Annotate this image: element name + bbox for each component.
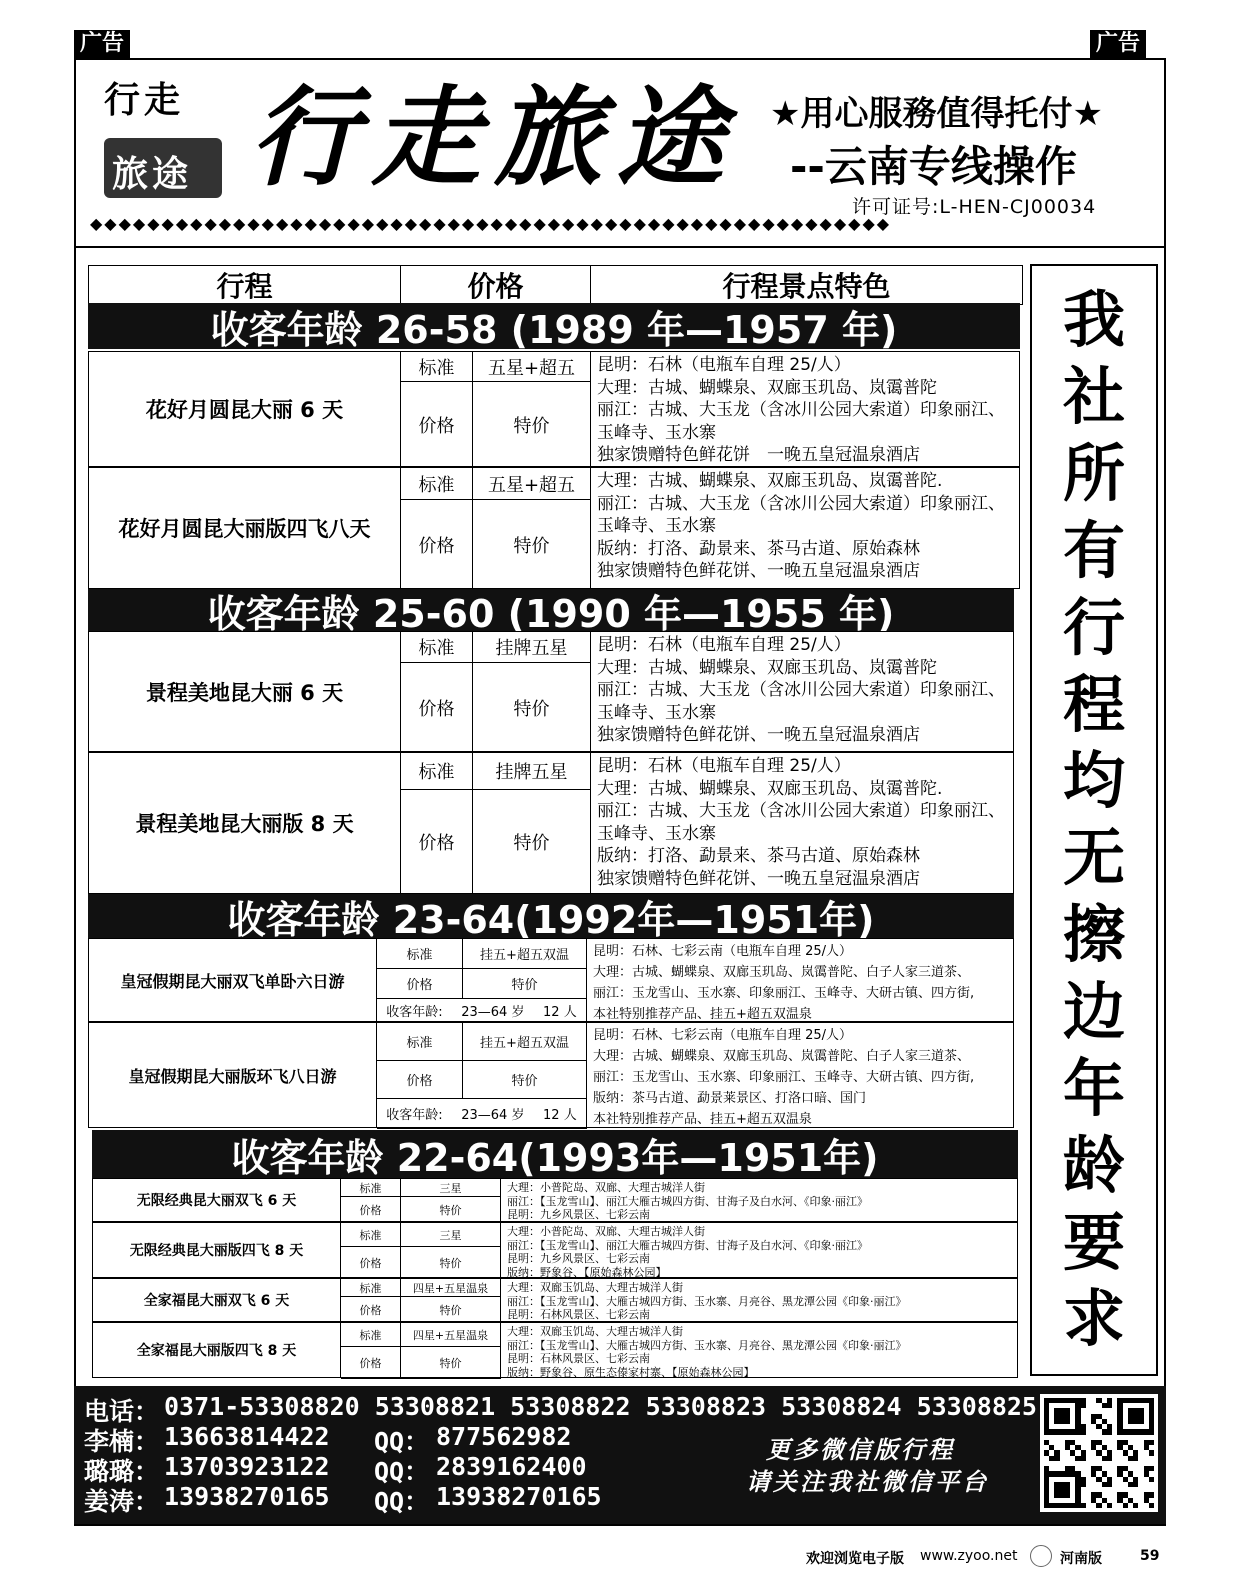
price-label: 价格: [341, 1247, 401, 1279]
diamond-divider: ◆◆◆◆◆◆◆◆◆◆◆◆◆◆◆◆◆◆◆◆◆◆◆◆◆◆◆◆◆◆◆◆◆◆◆◆◆◆◆◆◆◆◆◆◆◆◆◆◆◆◆◆◆◆◆◆: [90, 214, 892, 233]
price-value: 特价: [401, 1347, 501, 1379]
tour-row: [88, 351, 1020, 467]
feature-line: 丽江：【玉龙雪山】、大雁古城四方街、玉水寨、月亮谷、黑龙潭公园《印象·丽江》: [507, 1294, 907, 1308]
notice-char: 程: [1062, 667, 1125, 741]
age-limit-range: 23—64 岁: [461, 1005, 525, 1020]
tour-name: 全家福昆大丽双飞 6 天: [93, 1279, 341, 1321]
feature-line: 大理：古城、蝴蝶泉、双廊玉玑岛、岚霭普陀: [597, 657, 937, 678]
age-limit-box: [377, 999, 587, 1023]
age-band: 收客年龄 25-60 (1990 年—1955 年): [88, 589, 1014, 631]
age-limit-range: 23—64 岁: [461, 1108, 525, 1123]
feature-line: 版纳：野象谷、【原始森林公园】: [507, 1265, 667, 1277]
notice-char: 均: [1062, 744, 1125, 818]
feature-line: 玉峰寺、玉水寨: [597, 823, 716, 844]
contact-mobile: 13663814422: [164, 1422, 330, 1451]
notice-char: 擦: [1062, 898, 1125, 972]
tour-name: 景程美地昆大丽 6 天: [89, 632, 401, 751]
wechat-line-2: 请关注我社微信平台: [746, 1467, 989, 1496]
age-limit-label: 收客年龄:: [386, 1108, 443, 1123]
price-value: 特价: [463, 1061, 587, 1099]
wechat-qr-code[interactable]: [1040, 1394, 1158, 1512]
notice-char: 无: [1062, 821, 1125, 895]
tour-features: [507, 1223, 1017, 1277]
feature-line: 昆明：石林（电瓶车自理 25/人）: [597, 756, 851, 776]
standard-label: 标准: [377, 939, 463, 969]
feature-line: 玉峰寺、玉水寨: [597, 422, 716, 443]
feature-line: 昆明：石林风景区、七彩云南: [507, 1308, 650, 1321]
group-size: 12 人: [543, 1108, 577, 1123]
standard-value: 三星: [401, 1179, 501, 1197]
feature-line: 独家馈赠特色鲜花饼、一晚五皇冠温泉酒店: [597, 561, 920, 581]
feature-line: 丽江：古城、大玉龙（含冰川公园大索道）印象丽江、: [597, 493, 1005, 514]
standard-label: 标准: [341, 1279, 401, 1297]
footer-url[interactable]: www.zyoo.net: [920, 1548, 1018, 1564]
tour-features: [507, 1179, 1017, 1221]
standard-value: 四星+五星温泉: [401, 1323, 501, 1347]
qq-label: QQ：: [374, 1427, 430, 1456]
contact-qq: 877562982: [436, 1422, 572, 1451]
feature-line: 大理：古城、蝴蝶泉、双廊玉玑岛、岚霭普陀、白子人家三道茶、: [593, 1049, 971, 1064]
tour-name: 无限经典昆大丽双飞 6 天: [93, 1179, 341, 1221]
price-value: 特价: [473, 500, 591, 590]
footer-edition: 河南版: [1060, 1551, 1102, 1567]
feature-line: 大理：小普陀岛、双廊、大理古城洋人街: [507, 1225, 705, 1238]
tour-row: [92, 1222, 1018, 1278]
price-value: 特价: [401, 1297, 501, 1323]
feature-line: 玉峰寺、玉水寨: [597, 516, 716, 536]
price-value: 特价: [463, 969, 587, 999]
feature-line: 独家馈赠特色鲜花饼、一晚五皇冠温泉酒店: [597, 868, 920, 889]
red-logo-icon: [1030, 1545, 1052, 1567]
standard-value: 挂牌五星: [473, 753, 591, 790]
standard-value: 五星+超五: [473, 468, 591, 500]
standard-value: 挂五+超五双温: [463, 939, 587, 969]
feature-line: 本社特别推荐产品、挂五+超五双温泉: [593, 1007, 812, 1021]
contact-qq: 2839162400: [436, 1452, 587, 1481]
tour-features: [593, 1023, 1013, 1127]
notice-char: 社: [1062, 360, 1125, 434]
feature-line: 本社特别推荐产品、挂五+超五双温泉: [593, 1112, 812, 1127]
feature-line: 版纳：野象谷、原生态傣家村寨、【原始森林公园】: [507, 1365, 755, 1377]
notice-char: 龄: [1062, 1128, 1125, 1202]
phone-numbers: 0371-53308820 53308821 53308822 53308823 53308824 53308825: [164, 1392, 1037, 1421]
standard-value: 五星+超五: [473, 352, 591, 382]
price-label: 价格: [341, 1347, 401, 1379]
notice-char: 所: [1062, 437, 1125, 511]
standard-label: 标准: [401, 352, 473, 382]
footer-text: 欢迎浏览电子版: [806, 1551, 904, 1567]
feature-line: 丽江：【玉龙雪山】、大雁古城四方街、玉水寨、月亮谷、黑龙潭公园《印象·丽江》: [507, 1338, 907, 1352]
contact-name: 李楠：: [84, 1427, 160, 1456]
feature-line: 版纳：茶马古道、勐景莱景区、打洛口暗、国门: [593, 1091, 867, 1106]
standard-label: 标准: [341, 1323, 401, 1347]
license-number: 许可证号:L-HEN-CJ00034: [852, 196, 1097, 218]
price-value: 特价: [401, 1247, 501, 1279]
tour-row: [92, 1278, 1018, 1322]
price-label: 价格: [401, 663, 473, 753]
standard-label: 标准: [341, 1179, 401, 1197]
tour-features: [507, 1323, 1017, 1377]
feature-line: 丽江：玉龙雪山、玉水寨、印象丽江、玉峰寺、大研古镇、四方街,: [593, 986, 975, 1001]
tour-name: 花好月圆昆大丽 6 天: [89, 352, 401, 466]
tour-name: 皇冠假期昆大丽双飞单卧六日游: [89, 939, 377, 1021]
page-number: 59: [1140, 1548, 1160, 1564]
standard-value: 三星: [401, 1223, 501, 1247]
feature-line: 玉峰寺、玉水寨: [597, 702, 716, 723]
feature-line: 昆明：石林（电瓶车自理 25/人）: [597, 635, 851, 655]
age-band: 收客年龄 23-64(1992年—1951年): [88, 894, 1014, 938]
tour-row: [88, 1022, 1014, 1128]
feature-line: 丽江：【玉龙雪山】、丽江大雁古城四方街、甘海子及白水河、《印象·丽江》: [507, 1194, 868, 1208]
feature-line: 丽江：古城、大玉龙（含冰川公园大索道）印象丽江、: [597, 680, 1005, 700]
tour-features: [597, 632, 1013, 751]
price-label: 价格: [377, 1061, 463, 1099]
price-label: 价格: [401, 790, 473, 895]
ad-label-right: 广告: [1090, 30, 1146, 58]
feature-line: 大理：古城、蝴蝶泉、双廊玉玑岛、岚霭普陀、白子人家三道茶、: [593, 965, 971, 980]
feature-line: 昆明：石林、七彩云南（电瓶车自理 25/人）: [593, 944, 853, 959]
standard-label: 标准: [341, 1223, 401, 1247]
feature-line: 昆明：石林风景区、七彩云南: [507, 1352, 650, 1365]
price-value: 特价: [473, 790, 591, 895]
feature-line: 大理：古城、蝴蝶泉、双廊玉玑岛、岚霭普陀.: [597, 778, 943, 799]
vertical-notice: [1030, 264, 1158, 1376]
tour-name: 皇冠假期昆大丽版环飞八日游: [89, 1023, 377, 1127]
tour-row: [88, 752, 1014, 894]
tour-row: [88, 938, 1014, 1022]
standard-value: 四星+五星温泉: [401, 1279, 501, 1297]
tour-name: 全家福昆大丽版四飞 8 天: [93, 1323, 341, 1377]
slogan: ★用心服務值得托付★: [770, 94, 1103, 134]
age-limit-label: 收客年龄:: [386, 1005, 443, 1020]
col-header-price: 价格: [401, 266, 591, 304]
feature-line: 大理：小普陀岛、双廊、大理古城洋人街: [507, 1181, 705, 1194]
feature-line: 版纳：打洛、勐景来、茶马古道、原始森林: [597, 538, 920, 559]
price-value: 特价: [473, 382, 591, 468]
age-band: 收客年龄 26-58 (1989 年—1957 年): [88, 303, 1020, 349]
brand-title: 行走旅途: [250, 75, 739, 201]
group-size: 12 人: [543, 1005, 577, 1020]
tour-row: [88, 467, 1020, 589]
tour-features: [507, 1279, 1017, 1321]
notice-char: 有: [1062, 513, 1125, 587]
feature-line: 昆明：九乡风景区、七彩云南: [507, 1252, 650, 1265]
tour-name: 景程美地昆大丽版 8 天: [89, 753, 401, 893]
phone-label: 电话：: [84, 1397, 160, 1426]
age-limit-box: [377, 1099, 587, 1129]
feature-line: 大理：古城、蝴蝶泉、双廊玉玑岛、岚霭普陀: [597, 377, 937, 398]
price-value: 特价: [473, 663, 591, 753]
standard-label: 标准: [401, 753, 473, 790]
tour-row: [92, 1178, 1018, 1222]
feature-line: 昆明：石林（电瓶车自理 25/人）: [597, 355, 851, 375]
tour-name: 花好月圆昆大丽版四飞八天: [89, 468, 401, 588]
price-value: 特价: [401, 1197, 501, 1223]
tour-row: [92, 1322, 1018, 1378]
contact-mobile: 13703923122: [164, 1452, 330, 1481]
tour-features: [597, 753, 1013, 893]
tour-name: 无限经典昆大丽版四飞 8 天: [93, 1223, 341, 1277]
tour-features: [597, 468, 1019, 588]
age-band: 收客年龄 22-64(1993年—1951年): [92, 1130, 1018, 1178]
notice-char: 边: [1062, 975, 1125, 1049]
tour-row: [88, 631, 1014, 752]
feature-line: 大理：双廊玉饥岛、大理古城洋人街: [507, 1281, 683, 1294]
feature-line: 丽江：【玉龙雪山】、丽江大雁古城四方街、甘海子及白水河、《印象·丽江》: [507, 1238, 868, 1252]
feature-line: 丽江：玉龙雪山、玉水寨、印象丽江、玉峰寺、大研古镇、四方街,: [593, 1070, 975, 1085]
standard-value: 挂牌五星: [473, 632, 591, 663]
notice-char: 行: [1062, 590, 1125, 664]
col-header-features: 行程景点特色: [722, 270, 891, 303]
wechat-line-1: 更多微信版行程: [766, 1435, 955, 1464]
tour-features: [593, 939, 1013, 1021]
contact-name: 姜涛：: [84, 1487, 160, 1516]
logo-text-bottom: 旅途: [112, 153, 193, 195]
standard-value: 挂五+超五双温: [463, 1023, 587, 1061]
notice-char: 求: [1062, 1282, 1125, 1356]
contact-qq: 13938270165: [436, 1482, 602, 1511]
brand-logo: [100, 68, 230, 208]
standard-label: 标准: [377, 1023, 463, 1061]
price-label: 价格: [401, 500, 473, 590]
feature-line: 大理：古城、蝴蝶泉、双廊玉玑岛、岚霭普陀.: [597, 471, 943, 491]
feature-line: 版纳：打洛、勐景来、茶马古道、原始森林: [597, 846, 920, 866]
standard-label: 标准: [401, 468, 473, 500]
price-label: 价格: [377, 969, 463, 999]
price-label: 价格: [341, 1197, 401, 1223]
contact-name: 璐璐：: [84, 1457, 160, 1486]
qr-module: [1149, 1503, 1154, 1508]
qq-label: QQ：: [374, 1487, 430, 1516]
feature-line: 独家馈赠特色鲜花饼 一晚五皇冠温泉酒店: [597, 445, 920, 465]
contact-panel: [74, 1386, 1166, 1524]
price-label: 价格: [341, 1297, 401, 1323]
feature-line: 丽江：古城、大玉龙（含冰川公园大索道）印象丽江、: [597, 400, 1005, 420]
col-header-route: 行程: [89, 266, 401, 304]
ad-label-left: 广告: [74, 30, 130, 58]
standard-label: 标准: [401, 632, 473, 663]
feature-line: 昆明：九乡风景区、七彩云南: [507, 1208, 650, 1221]
feature-line: 独家馈赠特色鲜花饼、一晚五皇冠温泉酒店: [597, 725, 920, 745]
tour-features: [597, 352, 1019, 466]
feature-line: 大理：双廊玉饥岛、大理古城洋人街: [507, 1325, 683, 1338]
notice-char: 我: [1062, 283, 1125, 357]
feature-line: 丽江：古城、大玉龙（含冰川公园大索道）印象丽江、: [597, 801, 1005, 821]
feature-line: 昆明：石林、七彩云南（电瓶车自理 25/人）: [593, 1028, 853, 1043]
notice-char: 要: [1062, 1205, 1125, 1279]
logo-text-top: 行走: [104, 79, 185, 121]
qq-label: QQ：: [374, 1457, 430, 1486]
notice-char: 年: [1062, 1051, 1125, 1125]
contact-mobile: 13938270165: [164, 1482, 330, 1511]
header-divider: [74, 246, 1166, 248]
subtitle: --云南专线操作: [790, 142, 1077, 191]
price-label: 价格: [401, 382, 473, 468]
